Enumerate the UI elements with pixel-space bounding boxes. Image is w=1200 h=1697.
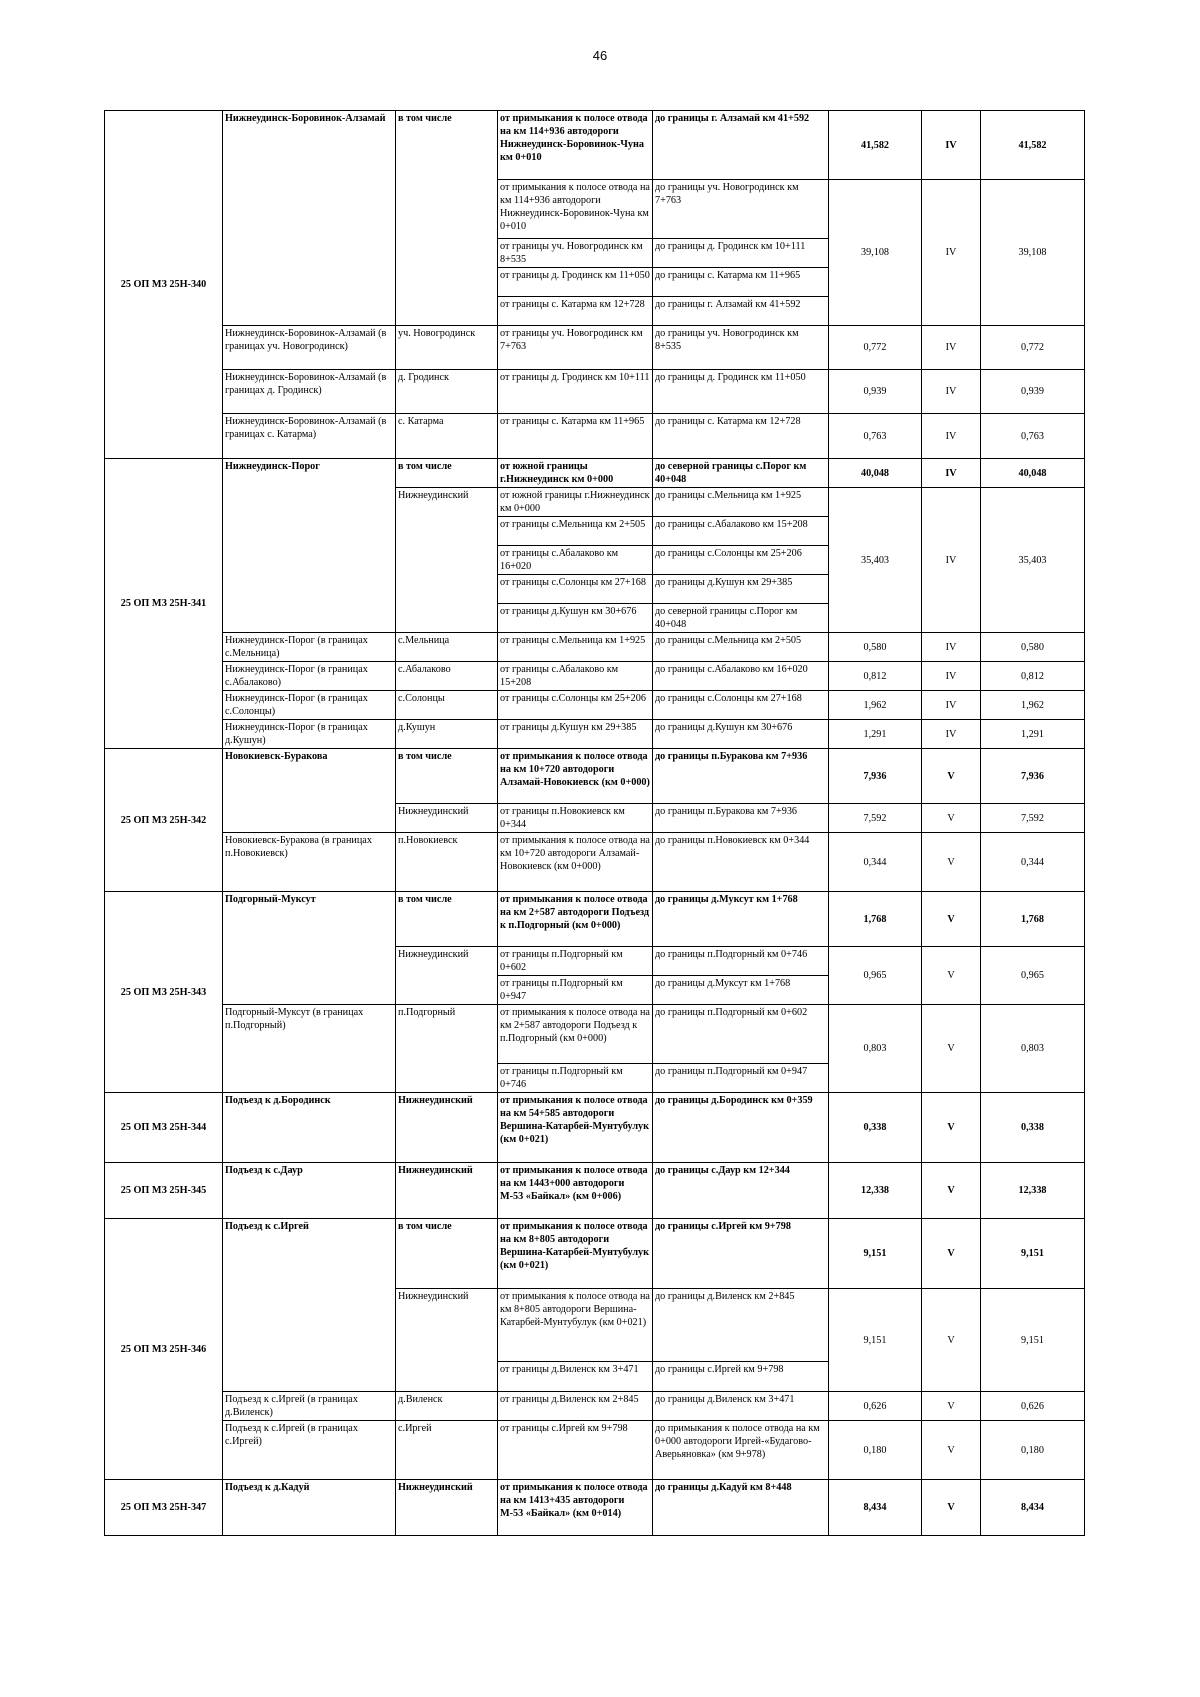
road-length: 39,108 — [829, 180, 922, 326]
road-name: Нижнеудинск-Порог — [223, 459, 396, 633]
segment-start: от примыкания к полосе отвода на км 10+720 автодороги Алзамай-Новокиевск (км 0+000) — [498, 749, 653, 804]
road-location: Нижнеудинский — [396, 1289, 498, 1392]
road-category: V — [922, 1219, 981, 1289]
road-category: IV — [922, 414, 981, 459]
segment-end: до границы д.Кушун км 29+385 — [653, 575, 829, 604]
road-total-length: 0,338 — [981, 1093, 1085, 1163]
road-name: Подгорный-Муксут — [223, 892, 396, 1005]
road-code: 25 ОП МЗ 25Н-347 — [105, 1480, 223, 1536]
road-location: в том числе — [396, 749, 498, 804]
segment-start: от границы с. Катарма км 12+728 — [498, 297, 653, 326]
segment-start: от границы п.Подгорный км 0+602 — [498, 947, 653, 976]
road-length: 40,048 — [829, 459, 922, 488]
road-category: V — [922, 1392, 981, 1421]
road-category: IV — [922, 662, 981, 691]
road-location: д.Кушун — [396, 720, 498, 749]
road-length: 0,939 — [829, 370, 922, 414]
road-code: 25 ОП МЗ 25Н-346 — [105, 1219, 223, 1480]
road-code: 25 ОП МЗ 25Н-342 — [105, 749, 223, 892]
segment-end: до границы г. Алзамай км 41+592 — [653, 297, 829, 326]
segment-start: от границы с.Мельница км 2+505 — [498, 517, 653, 546]
road-length: 0,180 — [829, 1421, 922, 1480]
table-row — [105, 370, 1085, 414]
road-location: с. Катарма — [396, 414, 498, 459]
road-code: 25 ОП МЗ 25Н-343 — [105, 892, 223, 1093]
road-location: Нижнеудинский — [396, 947, 498, 1005]
road-length: 0,965 — [829, 947, 922, 1005]
road-name: Нижнеудинск-Боровинок-Алзамай (в границах с. Катарма) — [223, 414, 396, 459]
road-name: Подъезд к с.Иргей (в границах с.Иргей) — [223, 1421, 396, 1480]
road-total-length: 0,763 — [981, 414, 1085, 459]
table-row — [105, 1005, 1085, 1064]
road-length: 1,768 — [829, 892, 922, 947]
road-length: 0,803 — [829, 1005, 922, 1093]
segment-end: до северной границы с.Порог км 40+048 — [653, 604, 829, 633]
road-total-length: 0,344 — [981, 833, 1085, 892]
road-length: 9,151 — [829, 1289, 922, 1392]
road-location: п.Новокиевск — [396, 833, 498, 892]
road-length: 12,338 — [829, 1163, 922, 1219]
table-row — [105, 414, 1085, 459]
road-total-length: 9,151 — [981, 1289, 1085, 1392]
road-category: V — [922, 1163, 981, 1219]
road-total-length: 8,434 — [981, 1480, 1085, 1536]
segment-end: до границы д.Кадуй км 8+448 — [653, 1480, 829, 1536]
table-row — [105, 1093, 1085, 1163]
road-code: 25 ОП МЗ 25Н-344 — [105, 1093, 223, 1163]
road-total-length: 41,582 — [981, 111, 1085, 180]
road-location: с.Солонцы — [396, 691, 498, 720]
road-category: IV — [922, 459, 981, 488]
table-row — [105, 1480, 1085, 1536]
road-category: V — [922, 833, 981, 892]
segment-end: до границы с.Даур км 12+344 — [653, 1163, 829, 1219]
road-location: с.Абалаково — [396, 662, 498, 691]
page-number: 46 — [592, 48, 608, 63]
segment-end: до границы с.Мельница км 1+925 — [653, 488, 829, 517]
road-category: IV — [922, 488, 981, 633]
road-category: V — [922, 804, 981, 833]
segment-end: до границы уч. Новогродинск км 8+535 — [653, 326, 829, 370]
segment-end: до границы с.Абалаково км 16+020 — [653, 662, 829, 691]
table-row — [105, 833, 1085, 892]
segment-start: от границы п.Подгорный км 0+746 — [498, 1064, 653, 1093]
road-location: Нижнеудинский — [396, 1480, 498, 1536]
road-total-length: 0,803 — [981, 1005, 1085, 1093]
segment-start: от границы д.Виленск км 3+471 — [498, 1362, 653, 1392]
road-location: в том числе — [396, 111, 498, 326]
road-location: в том числе — [396, 892, 498, 947]
table-row — [105, 892, 1085, 947]
road-length: 8,434 — [829, 1480, 922, 1536]
road-category: IV — [922, 691, 981, 720]
segment-start: от границы п.Новокиевск км 0+344 — [498, 804, 653, 833]
segment-end: до границы п.Подгорный км 0+746 — [653, 947, 829, 976]
road-location: с.Иргей — [396, 1421, 498, 1480]
road-name: Нижнеудинск-Порог (в границах с.Солонцы) — [223, 691, 396, 720]
segment-start: от примыкания к полосе отвода на км 1413+435 автодороги М-53 «Байкал» (км 0+014) — [498, 1480, 653, 1536]
road-total-length: 40,048 — [981, 459, 1085, 488]
segment-end: до границы д.Муксут км 1+768 — [653, 976, 829, 1005]
roads-table-body — [105, 111, 1085, 1536]
table-row — [105, 326, 1085, 370]
segment-end: до границы г. Алзамай км 41+592 — [653, 111, 829, 180]
road-length: 35,403 — [829, 488, 922, 633]
road-category: IV — [922, 370, 981, 414]
segment-end: до границы п.Подгорный км 0+947 — [653, 1064, 829, 1093]
segment-start: от примыкания к полосе отвода на км 2+587 автодороги Подъезд к п.Подгорный (км 0+000) — [498, 892, 653, 947]
road-length: 7,936 — [829, 749, 922, 804]
table-row — [105, 1421, 1085, 1480]
road-name: Нижнеудинск-Порог (в границах с.Мельница) — [223, 633, 396, 662]
segment-end: до границы д. Гродинск км 11+050 — [653, 370, 829, 414]
road-length: 0,580 — [829, 633, 922, 662]
road-length: 1,291 — [829, 720, 922, 749]
table-row — [105, 749, 1085, 804]
segment-start: от примыкания к полосе отвода на км 54+585 автодороги Вершина-Катарбей-Мунтубулук (км 0+021) — [498, 1093, 653, 1163]
road-length: 0,812 — [829, 662, 922, 691]
road-category: V — [922, 947, 981, 1005]
road-category: V — [922, 1289, 981, 1392]
road-total-length: 7,936 — [981, 749, 1085, 804]
road-name: Подъезд к с.Иргей — [223, 1219, 396, 1392]
road-total-length: 7,592 — [981, 804, 1085, 833]
road-location: Нижнеудинский — [396, 804, 498, 833]
road-name: Новокиевск-Буракова — [223, 749, 396, 833]
road-name: Новокиевск-Буракова (в границах п.Новокиевск) — [223, 833, 396, 892]
roads-table — [104, 110, 1085, 1536]
road-location: уч. Новогродинск — [396, 326, 498, 370]
segment-end: до границы с.Солонцы км 25+206 — [653, 546, 829, 575]
road-length: 9,151 — [829, 1219, 922, 1289]
segment-start: от границы с.Иргей км 9+798 — [498, 1421, 653, 1480]
road-name: Нижнеудинск-Боровинок-Алзамай (в границах д. Гродинск) — [223, 370, 396, 414]
segment-end: до границы д.Муксут км 1+768 — [653, 892, 829, 947]
road-length: 0,344 — [829, 833, 922, 892]
road-code: 25 ОП МЗ 25Н-345 — [105, 1163, 223, 1219]
segment-start: от границы д.Кушун км 30+676 — [498, 604, 653, 633]
table-row — [105, 1392, 1085, 1421]
road-total-length: 9,151 — [981, 1219, 1085, 1289]
segment-start: от примыкания к полосе отвода на км 1443+000 автодороги М-53 «Байкал» (км 0+006) — [498, 1163, 653, 1219]
segment-start: от южной границы г.Нижнеудинск км 0+000 — [498, 488, 653, 517]
table-row — [105, 633, 1085, 662]
segment-end: до границы д.Бородинск км 0+359 — [653, 1093, 829, 1163]
road-location: п.Подгорный — [396, 1005, 498, 1093]
road-category: IV — [922, 633, 981, 662]
segment-start: от границы с.Солонцы км 27+168 — [498, 575, 653, 604]
table-row — [105, 459, 1085, 488]
road-name: Подъезд к с.Иргей (в границах д.Виленск) — [223, 1392, 396, 1421]
road-location: д. Гродинск — [396, 370, 498, 414]
road-category: V — [922, 1005, 981, 1093]
road-total-length: 0,772 — [981, 326, 1085, 370]
road-location: Нижнеудинский — [396, 1093, 498, 1163]
table-row — [105, 1163, 1085, 1219]
road-name: Нижнеудинск-Боровинок-Алзамай (в границах уч. Новогродинск) — [223, 326, 396, 370]
segment-end: до границы п.Новокиевск км 0+344 — [653, 833, 829, 892]
road-name: Подъезд к д.Кадуй — [223, 1480, 396, 1536]
road-name: Подъезд к д.Бородинск — [223, 1093, 396, 1163]
road-location: Нижнеудинский — [396, 1163, 498, 1219]
road-length: 0,772 — [829, 326, 922, 370]
segment-start: от южной границы г.Нижнеудинск км 0+000 — [498, 459, 653, 488]
segment-start: от примыкания к полосе отвода на км 114+936 автодороги Нижнеудинск-Боровинок-Чуна км 0+010 — [498, 111, 653, 180]
road-total-length: 1,768 — [981, 892, 1085, 947]
road-location: Нижнеудинский — [396, 488, 498, 633]
segment-start: от границы д.Кушун км 29+385 — [498, 720, 653, 749]
segment-end: до границы с.Абалаково км 15+208 — [653, 517, 829, 546]
road-category: IV — [922, 111, 981, 180]
segment-start: от примыкания к полосе отвода на км 2+587 автодороги Подъезд к п.Подгорный (км 0+000) — [498, 1005, 653, 1064]
table-row — [105, 691, 1085, 720]
road-total-length: 0,626 — [981, 1392, 1085, 1421]
segment-start: от границы с.Абалаково км 15+208 — [498, 662, 653, 691]
segment-start: от границы д. Гродинск км 11+050 — [498, 268, 653, 297]
segment-end: до границы д.Кушун км 30+676 — [653, 720, 829, 749]
segment-start: от границы д.Виленск км 2+845 — [498, 1392, 653, 1421]
segment-end: до границы д.Виленск км 3+471 — [653, 1392, 829, 1421]
segment-end: до границы с.Мельница км 2+505 — [653, 633, 829, 662]
road-name: Нижнеудинск-Порог (в границах с.Абалаково) — [223, 662, 396, 691]
road-name: Подгорный-Муксут (в границах п.Подгорный) — [223, 1005, 396, 1093]
segment-end: до границы с.Солонцы км 27+168 — [653, 691, 829, 720]
segment-end: до границы п.Буракова км 7+936 — [653, 749, 829, 804]
segment-start: от примыкания к полосе отвода на км 10+720 автодороги Алзамай-Новокиевск (км 0+000) — [498, 833, 653, 892]
road-category: V — [922, 749, 981, 804]
segment-start: от примыкания к полосе отвода на км 8+805 автодороги Вершина-Катарбей-Мунтубулук (км 0+021) — [498, 1289, 653, 1362]
road-name: Подъезд к с.Даур — [223, 1163, 396, 1219]
segment-end: до границы с.Иргей км 9+798 — [653, 1219, 829, 1289]
road-location: в том числе — [396, 459, 498, 488]
road-location: в том числе — [396, 1219, 498, 1289]
road-total-length: 12,338 — [981, 1163, 1085, 1219]
road-total-length: 1,962 — [981, 691, 1085, 720]
road-length: 0,626 — [829, 1392, 922, 1421]
road-code: 25 ОП МЗ 25Н-341 — [105, 459, 223, 749]
table-row — [105, 662, 1085, 691]
segment-start: от границы уч. Новогродинск км 8+535 — [498, 239, 653, 268]
segment-start: от границы п.Подгорный км 0+947 — [498, 976, 653, 1005]
segment-end: до границы д. Гродинск км 10+111 — [653, 239, 829, 268]
road-total-length: 0,965 — [981, 947, 1085, 1005]
road-total-length: 39,108 — [981, 180, 1085, 326]
segment-start: от примыкания к полосе отвода на км 8+805 автодороги Вершина-Катарбей-Мунтубулук (км 0+021) — [498, 1219, 653, 1289]
segment-start: от границы с.Мельница км 1+925 — [498, 633, 653, 662]
road-location: с.Мельница — [396, 633, 498, 662]
road-name: Нижнеудинск-Порог (в границах д.Кушун) — [223, 720, 396, 749]
road-category: IV — [922, 326, 981, 370]
table-row — [105, 1219, 1085, 1289]
road-length: 7,592 — [829, 804, 922, 833]
table-row — [105, 720, 1085, 749]
segment-start: от примыкания к полосе отвода на км 114+936 автодороги Нижнеудинск-Боровинок-Чуна км 0+010 — [498, 180, 653, 239]
road-category: IV — [922, 720, 981, 749]
segment-end: до границы с. Катарма км 12+728 — [653, 414, 829, 459]
road-total-length: 0,939 — [981, 370, 1085, 414]
segment-start: от границы с. Катарма км 11+965 — [498, 414, 653, 459]
table-row — [105, 111, 1085, 180]
segment-end: до границы п.Подгорный км 0+602 — [653, 1005, 829, 1064]
segment-start: от границы с.Солонцы км 25+206 — [498, 691, 653, 720]
road-total-length: 1,291 — [981, 720, 1085, 749]
segment-start: от границы д. Гродинск км 10+111 — [498, 370, 653, 414]
segment-end: до примыкания к полосе отвода на км 0+000 автодороги Иргей-«Будагово-Аверьяновка» (км 9+978) — [653, 1421, 829, 1480]
segment-end: до границы с.Иргей км 9+798 — [653, 1362, 829, 1392]
road-category: V — [922, 892, 981, 947]
road-category: V — [922, 1480, 981, 1536]
road-length: 41,582 — [829, 111, 922, 180]
road-category: V — [922, 1421, 981, 1480]
segment-end: до границы с. Катарма км 11+965 — [653, 268, 829, 297]
road-category: IV — [922, 180, 981, 326]
segment-end: до границы д.Виленск км 2+845 — [653, 1289, 829, 1362]
road-length: 1,962 — [829, 691, 922, 720]
road-location: д.Виленск — [396, 1392, 498, 1421]
road-name: Нижнеудинск-Боровинок-Алзамай — [223, 111, 396, 326]
segment-start: от границы уч. Новогродинск км 7+763 — [498, 326, 653, 370]
segment-start: от границы с.Абалаково км 16+020 — [498, 546, 653, 575]
road-total-length: 0,812 — [981, 662, 1085, 691]
road-total-length: 35,403 — [981, 488, 1085, 633]
segment-end: до северной границы с.Порог км 40+048 — [653, 459, 829, 488]
road-code: 25 ОП МЗ 25Н-340 — [105, 111, 223, 459]
segment-end: до границы п.Буракова км 7+936 — [653, 804, 829, 833]
road-total-length: 0,580 — [981, 633, 1085, 662]
road-length: 0,763 — [829, 414, 922, 459]
segment-end: до границы уч. Новогродинск км 7+763 — [653, 180, 829, 239]
road-total-length: 0,180 — [981, 1421, 1085, 1480]
road-category: V — [922, 1093, 981, 1163]
road-length: 0,338 — [829, 1093, 922, 1163]
